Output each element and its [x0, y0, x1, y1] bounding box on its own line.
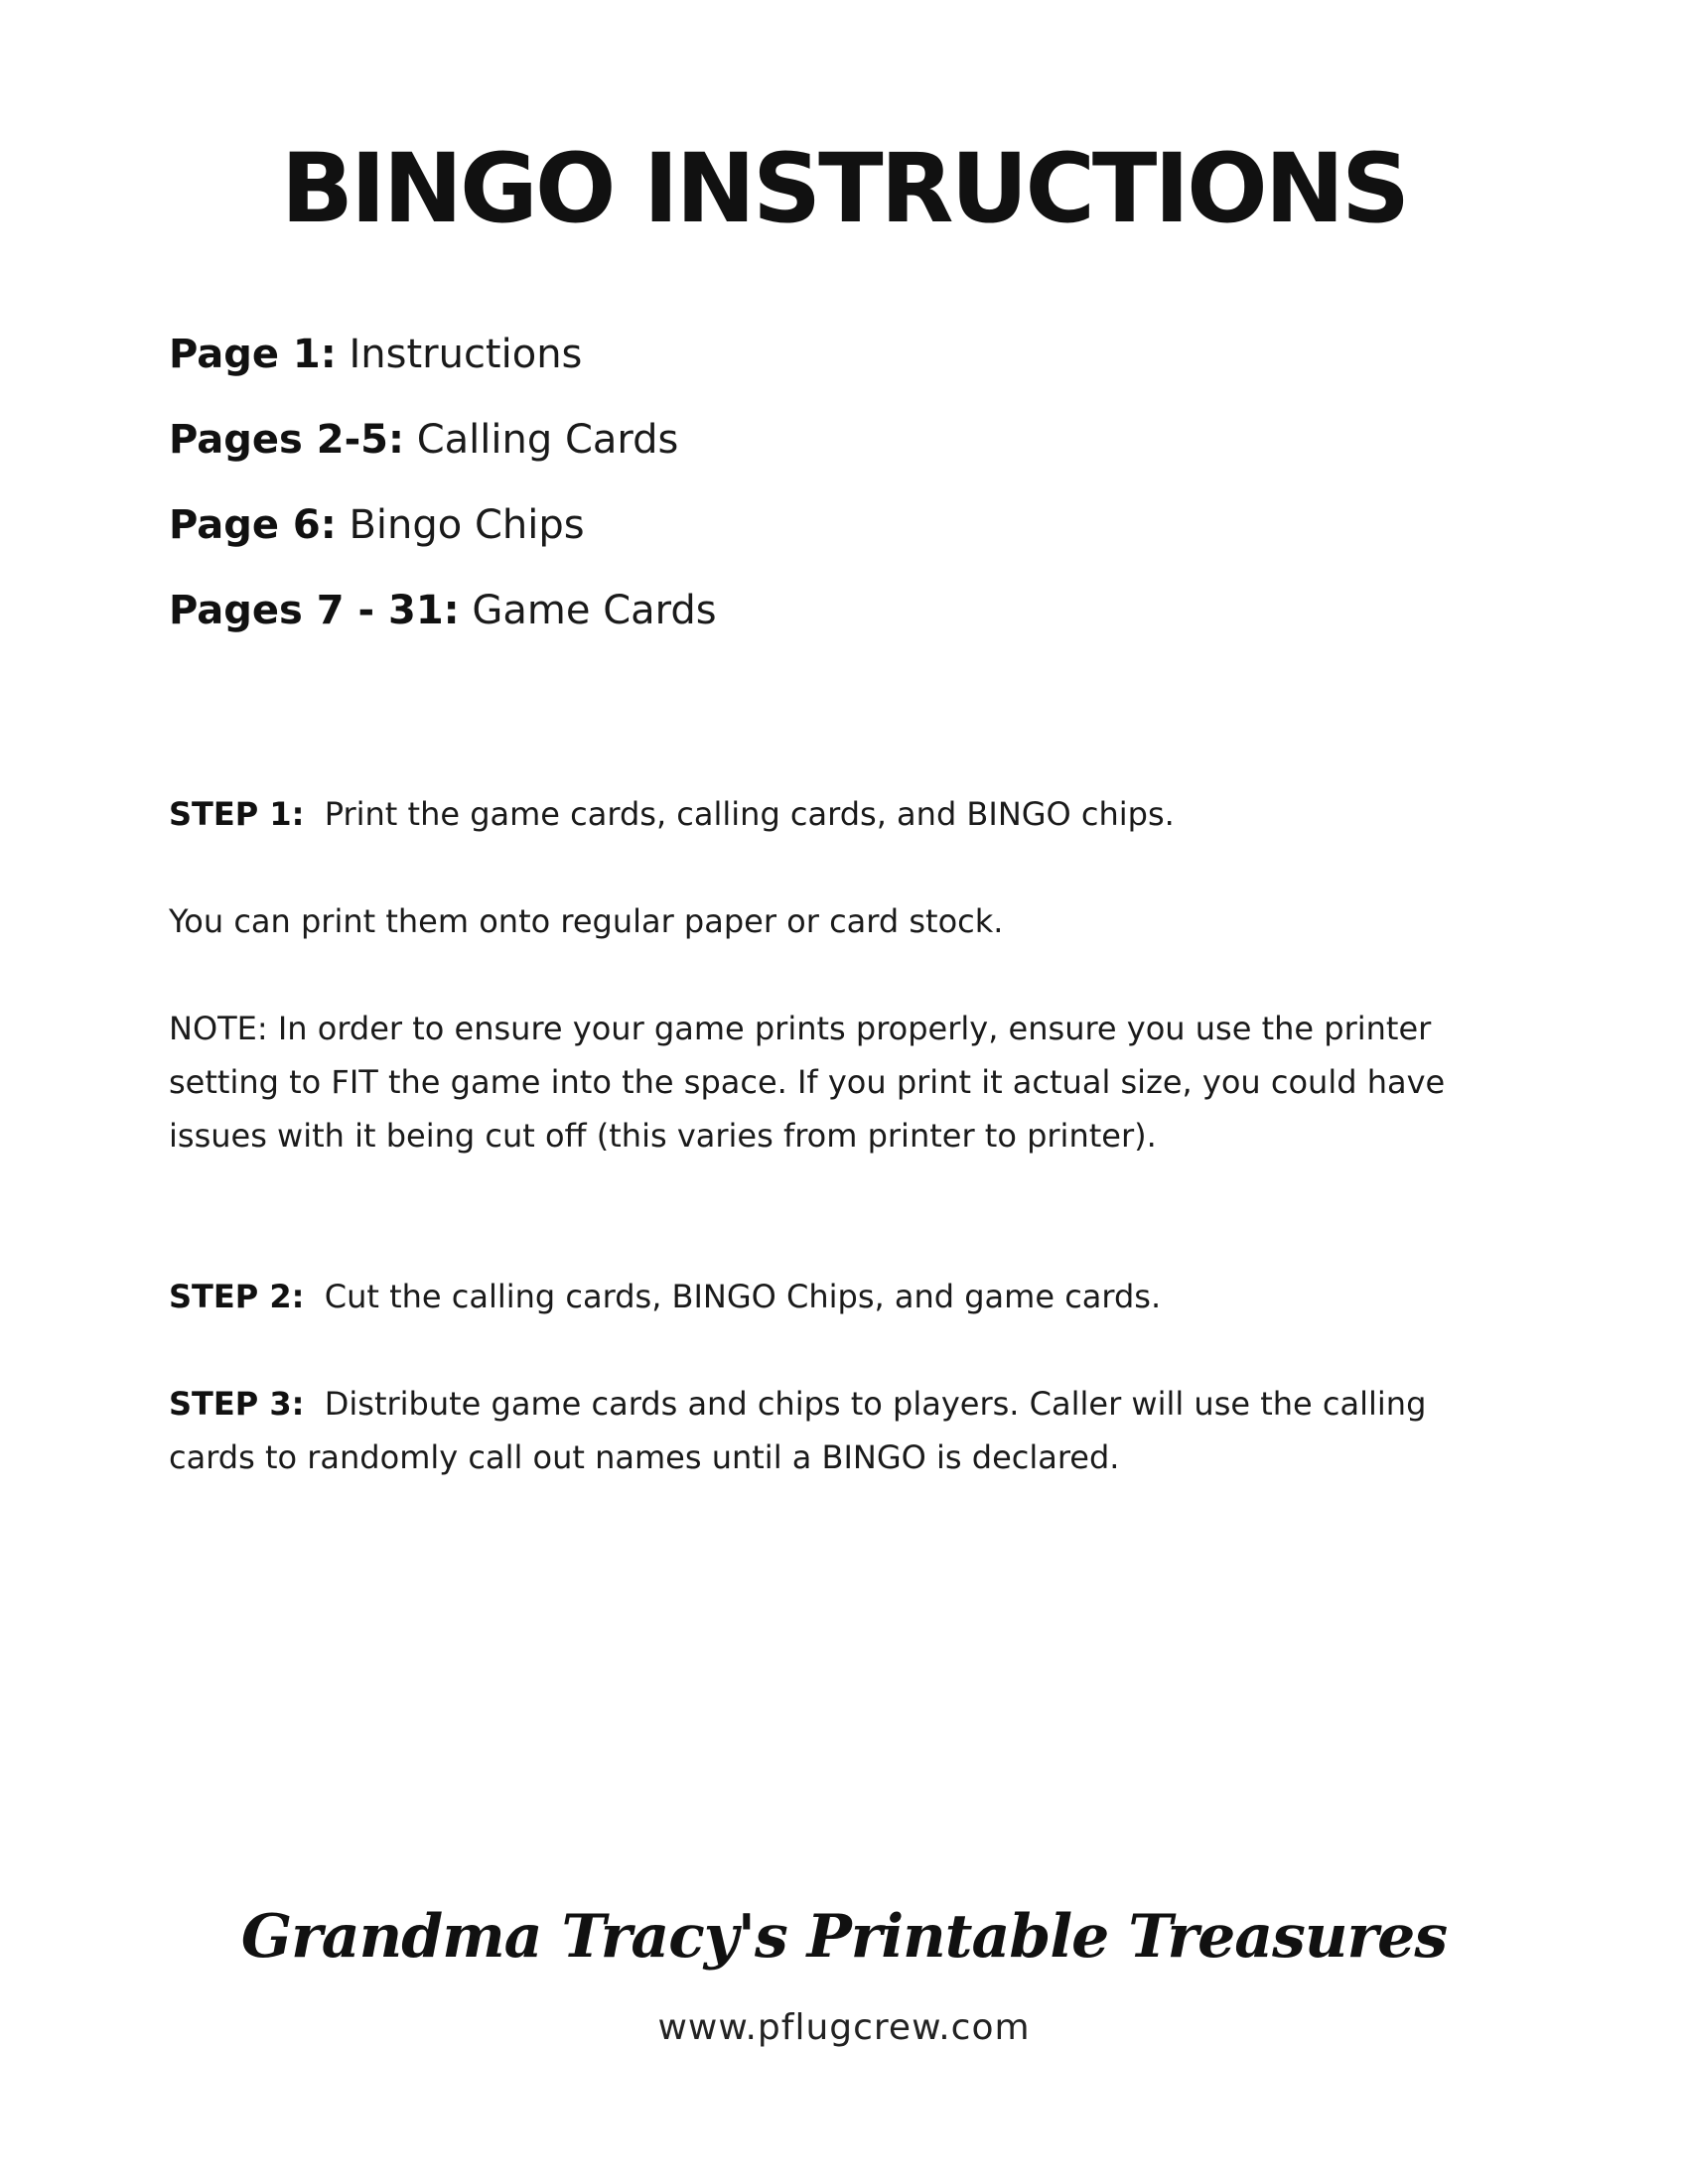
contents-item-page-6	[169, 496, 717, 582]
step-3-paragraph	[169, 1377, 1519, 1484]
contents-list	[169, 326, 717, 667]
step-1-paragraph	[169, 787, 1519, 841]
steps-section	[169, 787, 1519, 1484]
step-2-text: Cut the calling cards, BINGO Chips, and game cards.	[324, 1278, 1162, 1315]
contents-item-label: Pages 2-5:	[169, 417, 404, 463]
print-note-paragraph: NOTE: In order to ensure your game prints properly, ensure you use the printer setting to FIT the game into the space. If you print it actual size, you could have issues with it being cut off (this varies from printer to printer).	[169, 1010, 1446, 1155]
contents-item-value: Calling Cards	[416, 417, 679, 463]
step-3-text: Distribute game cards and chips to players. Caller will use the calling cards to randomly call out names until a BINGO is declared.	[169, 1385, 1427, 1476]
brand-name: Grandma Tracy's Printable Treasures	[240, 1902, 1448, 1972]
step-2-label: STEP 2:	[169, 1278, 305, 1315]
contents-item-value: Game Cards	[472, 588, 717, 633]
paper-note-paragraph: You can print them onto regular paper or card stock.	[169, 902, 1004, 940]
step-2-paragraph	[169, 1270, 1519, 1323]
contents-item-label: Page 1:	[169, 332, 337, 377]
contents-item-label: Page 6:	[169, 502, 337, 548]
page-title: BINGO INSTRUCTIONS	[280, 133, 1408, 244]
contents-item-label: Pages 7 - 31:	[169, 588, 460, 633]
step-1-text: Print the game cards, calling cards, and BINGO chips.	[324, 795, 1175, 833]
website-url: www.pflugcrew.com	[657, 2007, 1031, 2048]
contents-item-value: Bingo Chips	[349, 502, 585, 548]
contents-item-value: Instructions	[349, 332, 583, 377]
contents-item-page-1	[169, 326, 717, 411]
step-1-label: STEP 1:	[169, 795, 305, 833]
contents-item-pages-7-31	[169, 582, 717, 667]
step-3-label: STEP 3:	[169, 1385, 305, 1423]
contents-item-pages-2-5	[169, 411, 717, 496]
